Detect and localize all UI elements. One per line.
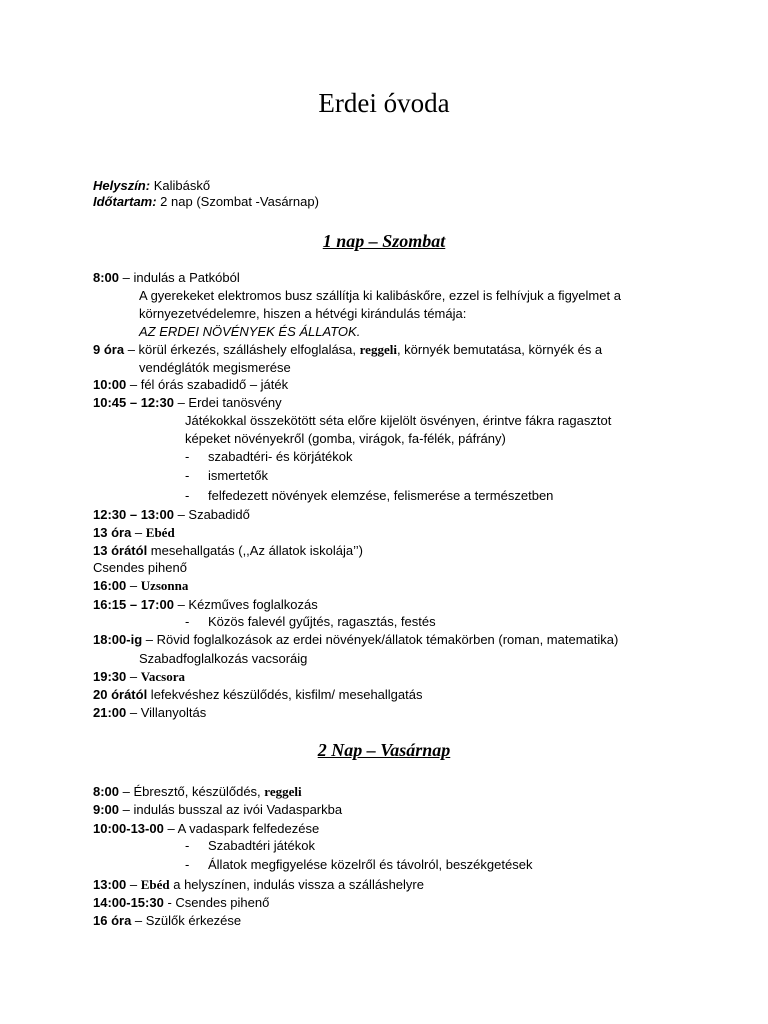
schedule-row: 13:00 – Ebéd a helyszínen, indulás vissza a szálláshelyre (93, 877, 424, 892)
schedule-row: Csendes pihenő (93, 560, 187, 575)
schedule-detail: Szabadfoglalkozás vacsoráig (139, 651, 308, 666)
duration-label: Időtartam: (93, 194, 157, 209)
schedule-row: 10:45 – 12:30 – Erdei tanösvény (93, 395, 282, 410)
day2-heading: 2 Nap – Vasárnap (317, 740, 451, 760)
list-item: - felfedezett növények elemzése, felismerése a természetben (185, 488, 554, 503)
schedule-detail: AZ ERDEI NÖVÉNYEK ÉS ÁLLATOK. (139, 324, 361, 339)
day1-heading: 1 nap – Szombat (322, 231, 446, 251)
schedule-row: 12:30 – 13:00 – Szabadidő (93, 507, 250, 522)
schedule-row: 8:00 – Ébresztő, készülődés, reggeli (93, 784, 302, 799)
schedule-row: 19:30 – Vacsora (93, 669, 186, 684)
page-title: Erdei óvoda (318, 88, 450, 118)
schedule-detail: A gyerekeket elektromos busz szállítja ki kalibáskőre, ezzel is felhívjuk a figyelmet a (139, 288, 621, 303)
schedule-row: 16:15 – 17:00 – Kézműves foglalkozás (93, 597, 318, 612)
list-item: - szabadtéri- és körjátékok (185, 449, 353, 464)
schedule-row: 16:00 – Uzsonna (93, 578, 189, 593)
schedule-row: 8:00 – indulás a Patkóból (93, 270, 240, 285)
list-item: - Szabadtéri játékok (185, 838, 315, 853)
schedule-row: 14:00-15:30 - Csendes pihenő (93, 895, 270, 910)
schedule-row: 18:00-ig – Rövid foglalkozások az erdei növények/állatok témakörben (roman, matematika) (93, 632, 619, 647)
schedule-row: 16 óra – Szülők érkezése (93, 913, 242, 928)
location-value: Kalibáskő (150, 178, 211, 193)
schedule-row: 20 órától lefekvéshez készülődés, kisfilm/ mesehallgatás (93, 687, 423, 702)
schedule-detail: Játékokkal összekötött séta előre kijelölt ösvényen, érintve fákra ragasztot (185, 413, 612, 428)
list-item: - ismertetők (185, 468, 268, 483)
list-item: - Közös falevél gyűjtés, ragasztás, festés (185, 614, 436, 629)
schedule-row: 9:00 – indulás busszal az ivói Vadasparkba (93, 802, 343, 817)
schedule-row: 21:00 – Villanyoltás (93, 705, 207, 720)
schedule-row: 10:00 – fél órás szabadidő – játék (93, 377, 289, 392)
schedule-detail: képeket növényekről (gomba, virágok, fa-félék, páfrány) (185, 431, 506, 446)
schedule-row: 10:00-13-00 – A vadaspark felfedezése (93, 821, 320, 836)
schedule-row: 13 órától mesehallgatás (,,Az állatok iskolája’’) (93, 543, 363, 558)
schedule-detail: vendéglátók megismerése (139, 360, 291, 375)
schedule-row: 9 óra – körül érkezés, szálláshely elfoglalása, reggeli, környék bemutatása, környék és a (93, 342, 603, 357)
duration-line (93, 193, 319, 211)
schedule-row: 13 óra – Ebéd (93, 525, 175, 540)
duration-value: 2 nap (Szombat -Vasárnap) (156, 194, 319, 209)
list-item: - Állatok megfigyelése közelről és távolról, beszékgetések (185, 857, 533, 872)
schedule-detail: környezetvédelemre, hiszen a hétvégi kirándulás témája: (139, 306, 467, 321)
location-label: Helyszín: (93, 178, 151, 193)
